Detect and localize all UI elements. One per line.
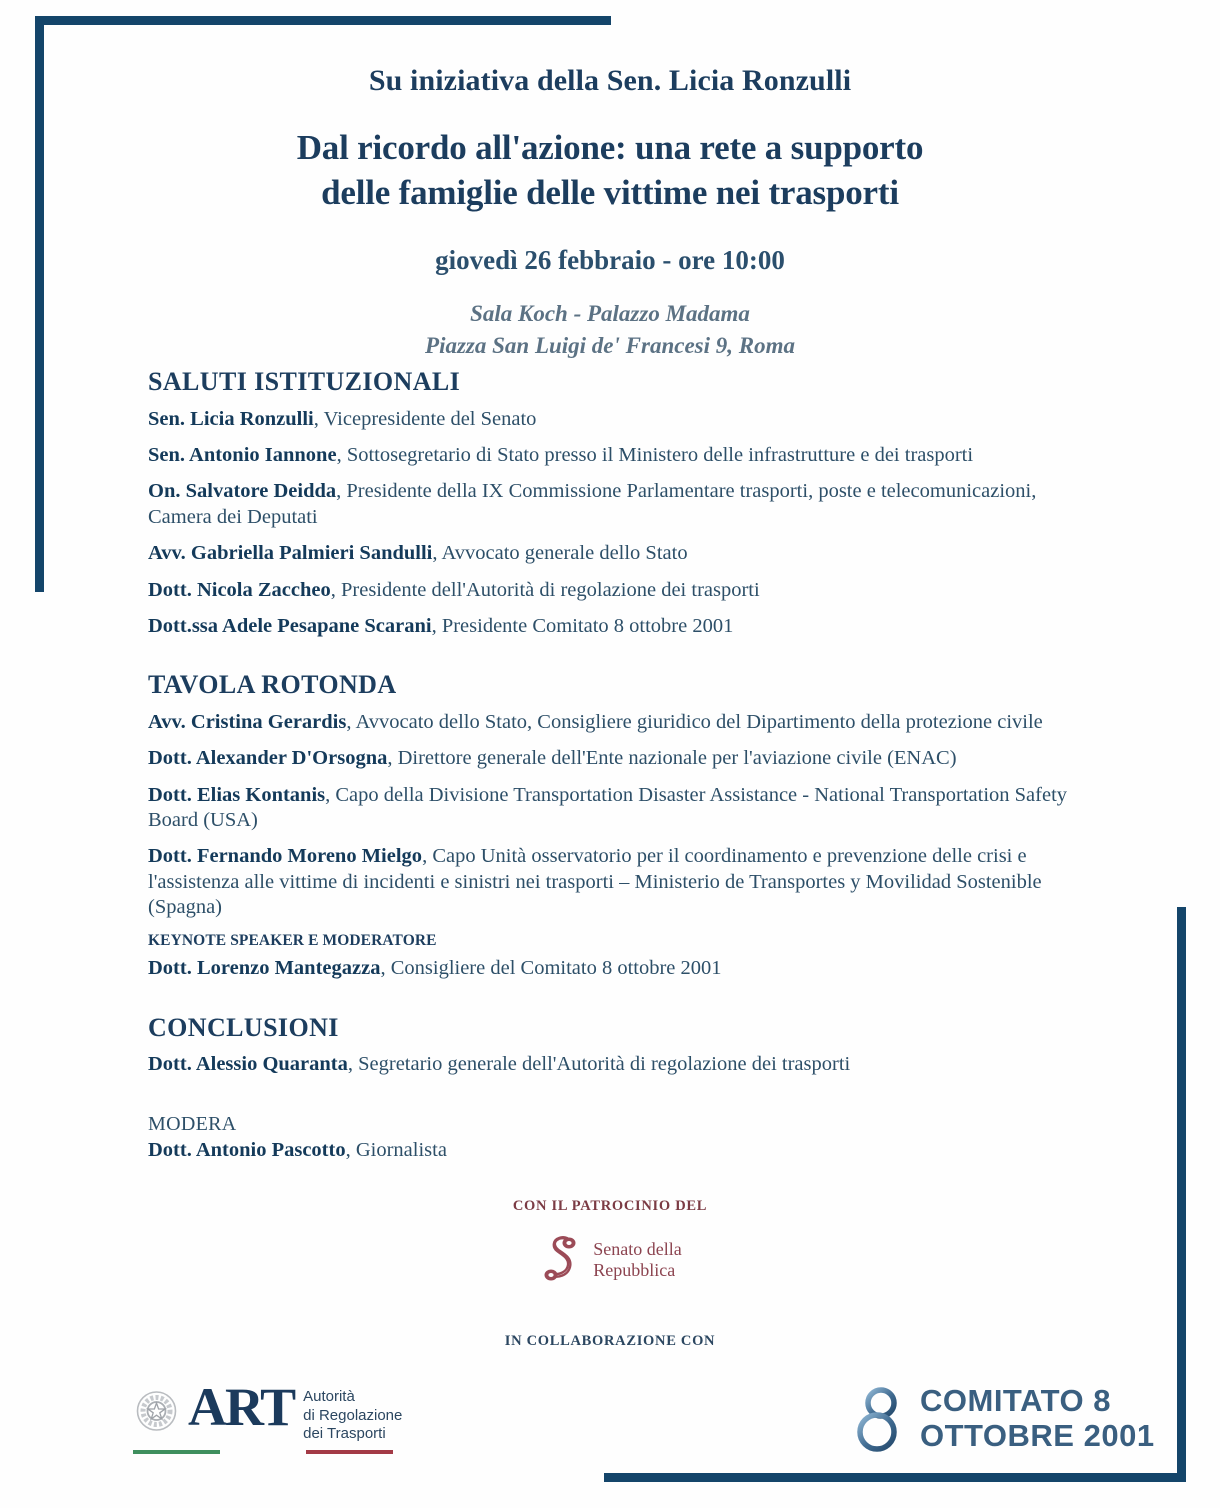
speaker-role: , Giornalista	[345, 1138, 447, 1161]
senato-logo-line-1: Senato della	[593, 1238, 682, 1259]
italian-republic-emblem-icon	[133, 1386, 180, 1436]
program-body	[148, 366, 1088, 1174]
speaker-role: , Capo della Divisione Transportation Disaster Assistance - National Transportation Safety Board (USA)	[148, 783, 1068, 832]
speaker-name: Sen. Antonio Iannone	[148, 443, 337, 466]
program-entry	[148, 479, 1088, 530]
speaker-role: , Presidente dell'Autorità di regolazione dei trasporti	[330, 578, 760, 601]
speaker-name: Dott. Alessio Quaranta	[148, 1053, 348, 1076]
collaborazione-label: IN COLLABORAZIONE CON	[504, 1333, 716, 1349]
senato-logo-line-2: Repubblica	[593, 1260, 676, 1280]
senato-logo-text	[593, 1239, 681, 1281]
speaker-name: Avv. Gabriella Palmieri Sandulli	[148, 542, 433, 565]
art-tricolor-rule	[133, 1450, 393, 1454]
title-line-2: delle famiglie delle vittime nei trasporti	[321, 173, 899, 213]
venue-line-1: Sala Koch - Palazzo Madama	[470, 301, 750, 327]
page-title	[0, 125, 1220, 215]
speaker-name: Dott. Lorenzo Mantegazza	[148, 957, 381, 980]
program-entry	[148, 710, 1088, 735]
stylized-eight-icon	[852, 1385, 908, 1453]
event-venue	[0, 298, 1220, 361]
section-heading-saluti: SALUTI ISTITUZIONALI	[148, 367, 461, 396]
program-entry	[148, 578, 1088, 603]
program-entry	[148, 614, 1088, 639]
speaker-role: , Sottosegretario di Stato presso il Ministero delle infrastrutture e dei trasporti	[336, 443, 974, 466]
speaker-name: Avv. Cristina Gerardis	[148, 710, 347, 733]
speaker-name: Sen. Licia Ronzulli	[148, 407, 314, 430]
poster-header	[0, 0, 1220, 362]
speaker-name: Dott. Elias Kontanis	[148, 783, 326, 806]
program-entry	[148, 407, 1088, 432]
speaker-role: , Direttore generale dell'Ente nazionale per l'aviazione civile (ENAC)	[387, 747, 957, 770]
speaker-role: , Presidente Comitato 8 ottobre 2001	[431, 614, 734, 637]
comitato-logo-line-2: OTTOBRE 2001	[920, 1417, 1155, 1453]
art-subtitle-line-2: di Regolazione	[303, 1406, 403, 1424]
speaker-name: Dott. Alexander D'Orsogna	[148, 747, 388, 770]
program-entry	[148, 746, 1088, 771]
program-entry	[148, 783, 1088, 834]
comitato-logo-line-1: COMITATO 8	[920, 1383, 1111, 1418]
art-subtitle-line-3: dei Trasporti	[303, 1425, 386, 1443]
speaker-role: , Avvocato dello Stato, Consigliere giuridico del Dipartimento della protezione civile	[346, 710, 1043, 733]
program-entry	[148, 541, 1088, 566]
tricolor-green	[133, 1450, 220, 1454]
speaker-role: , Consigliere del Comitato 8 ottobre 2001	[380, 957, 722, 980]
program-entry	[148, 844, 1088, 920]
art-wordmark	[188, 1377, 403, 1444]
art-letters: ART	[188, 1377, 295, 1437]
art-logo	[133, 1377, 403, 1444]
speaker-role: , Vicepresidente del Senato	[313, 407, 537, 430]
senato-s-monogram-icon	[538, 1232, 584, 1288]
section-heading-conclusioni: CONCLUSIONI	[148, 1012, 339, 1042]
title-line-1: Dal ricordo all'azione: una rete a supporto	[296, 128, 924, 167]
program-entry-keynote	[148, 956, 1088, 981]
speaker-name: Dott.ssa Adele Pesapane Scarani	[148, 614, 432, 637]
program-entry-modera	[148, 1138, 1088, 1163]
speaker-role: , Presidente della IX Commissione Parlamentare trasporti, poste e telecomunicazioni, Camera dei Deputati	[148, 480, 1037, 528]
frame-border-right	[1177, 907, 1186, 1482]
event-datetime: giovedì 26 febbraio - ore 10:00	[435, 245, 785, 276]
speaker-role: , Capo Unità osservatorio per il coordinamento e prevenzione delle crisi e l'assistenza alle vittime di incidenti e sinistri nei trasporti – Ministerio de Transportes y Movilidad Sostenible (Spagna)	[148, 845, 1042, 919]
speaker-name: Dott. Fernando Moreno Mielgo	[148, 845, 423, 868]
speaker-name: On. Salvatore Deidda	[148, 480, 337, 503]
speaker-role: , Segretario generale dell'Autorità di regolazione dei trasporti	[347, 1053, 851, 1076]
art-subtitle	[303, 1388, 402, 1444]
venue-line-2: Piazza San Luigi de' Francesi 9, Roma	[425, 333, 795, 359]
tricolor-red	[306, 1450, 393, 1454]
keynote-speaker-label: KEYNOTE SPEAKER E MODERATORE	[148, 931, 437, 949]
speaker-name: Dott. Nicola Zaccheo	[148, 578, 331, 601]
senato-della-repubblica-logo	[0, 1232, 1220, 1288]
comitato-logo-text	[920, 1384, 1155, 1453]
speaker-name: Dott. Antonio Pascotto	[148, 1138, 346, 1161]
tricolor-white	[220, 1450, 307, 1454]
speaker-role: , Avvocato generale dello Stato	[432, 542, 688, 565]
initiative-line: Su iniziativa della Sen. Licia Ronzulli	[368, 64, 852, 97]
modera-label: MODERA	[148, 1112, 237, 1135]
program-entry	[148, 443, 1088, 468]
comitato-8-ottobre-logo	[852, 1384, 1155, 1453]
program-entry	[148, 1052, 1088, 1077]
patrocinio-label: CON IL PATROCINIO DEL	[512, 1198, 708, 1214]
art-subtitle-line-1: Autorità	[303, 1388, 355, 1405]
section-heading-tavola: TAVOLA ROTONDA	[148, 670, 397, 700]
frame-border-bottom	[604, 1473, 1186, 1482]
